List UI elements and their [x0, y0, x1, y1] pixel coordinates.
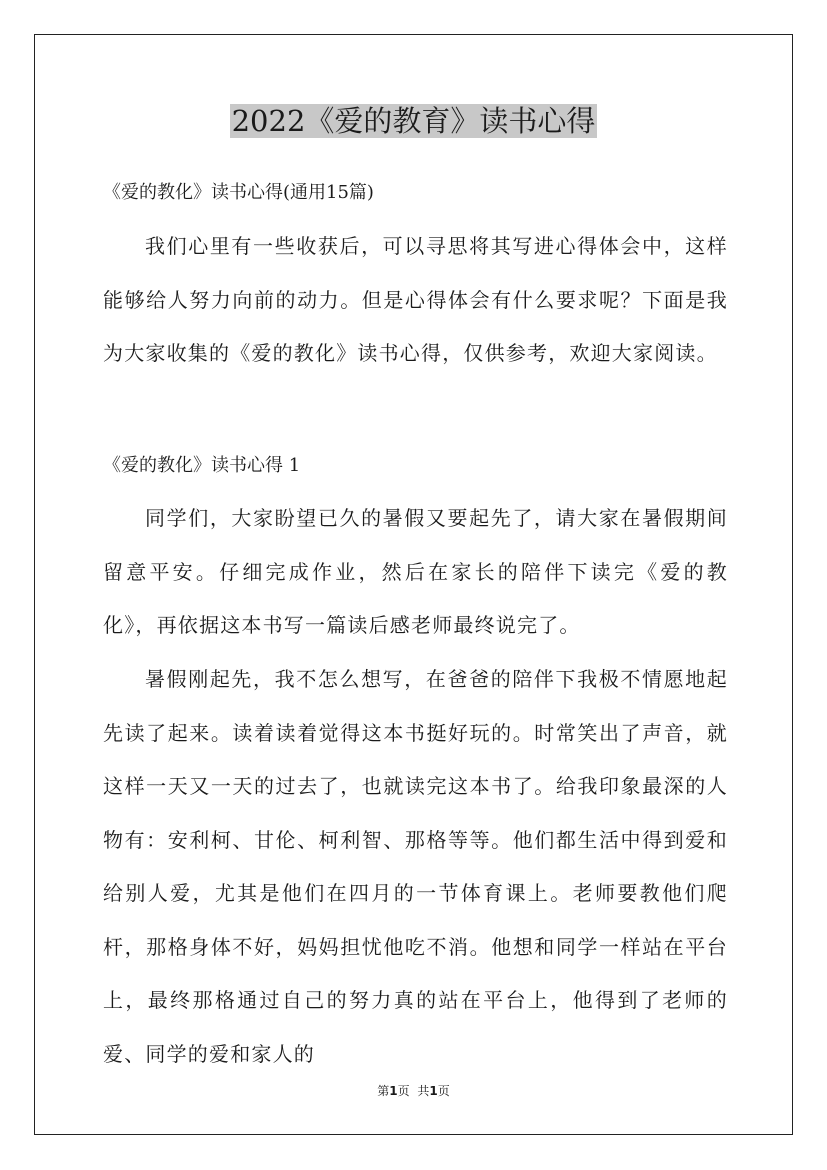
- page-total-suffix: 页: [437, 1084, 450, 1098]
- page-total-count: 1: [429, 1084, 438, 1098]
- document-title: [0, 100, 827, 142]
- document-subtitle: 《爱的教化》读书心得(通用15篇): [103, 182, 374, 203]
- page-number-current: 1: [389, 1084, 398, 1098]
- document-title-text: 2022《爱的教育》读书心得: [231, 104, 596, 138]
- page-number-suffix: 页: [397, 1084, 410, 1098]
- page-total-prefix: 共: [417, 1084, 430, 1098]
- body-paragraph-1: 同学们，大家盼望已久的暑假又要起先了，请大家在暑假期间留意平安。仔细完成作业，然后在家长的陪伴下读完《爱的教化》，再依据这本书写一篇读后感老师最终说完了。: [103, 506, 728, 637]
- page-footer: [0, 1082, 827, 1100]
- intro-paragraph: 我们心里有一些收获后，可以寻思将其写进心得体会中，这样能够给人努力向前的动力。但是心得体会有什么要求呢？下面是我为大家收集的《爱的教化》读书心得，仅供参考，欢迎大家阅读。: [103, 234, 728, 365]
- section-heading: 《爱的教化》读书心得 1: [103, 455, 301, 476]
- page-number-prefix: 第: [377, 1084, 390, 1098]
- body-paragraph-2: 暑假刚起先，我不怎么想写，在爸爸的陪伴下我极不情愿地起先读了起来。读着读着觉得这本书挺好玩的。时常笑出了声音，就这样一天又一天的过去了，也就读完这本书了。给我印象最深的人物有：安利柯、甘伦、柯利智、那格等等。他们都生活中得到爱和给别人爱，尤其是他们在四月的一节体育课上。老师要教他们爬杆，那格身体不好，妈妈担忧他吃不消。他想和同学一样站在平台上，最终那格通过自己的努力真的站在平台上，他得到了老师的爱、同学的爱和家人的: [103, 667, 728, 1066]
